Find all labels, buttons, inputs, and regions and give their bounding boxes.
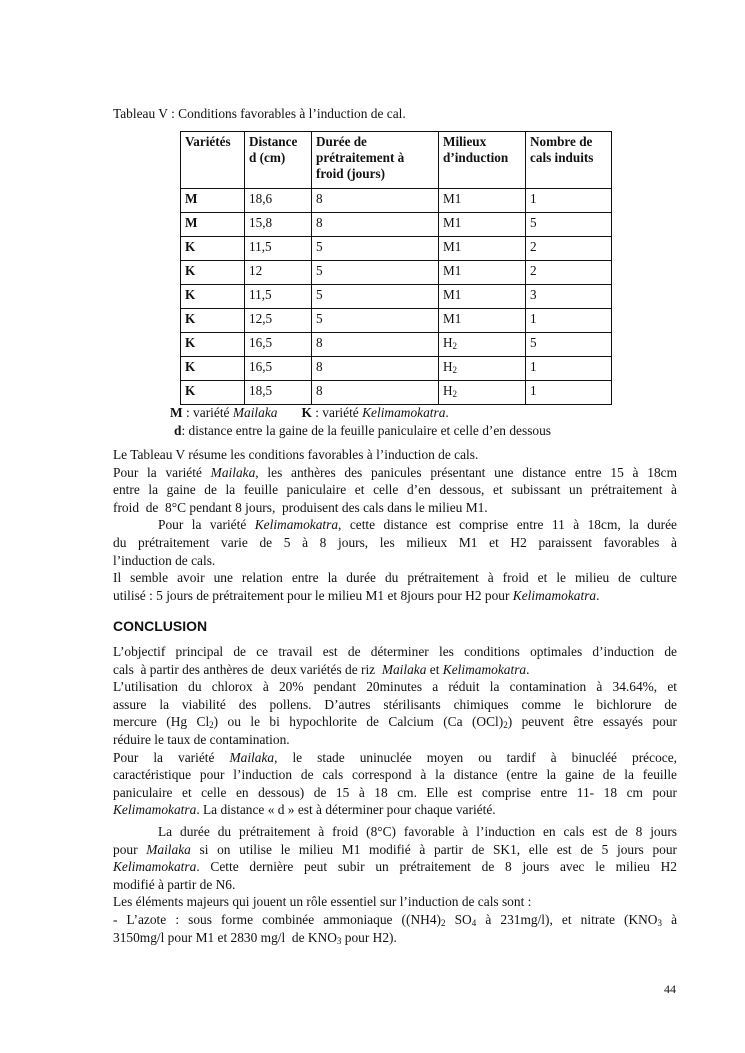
text-segment: , les anthères des panicules présentant une distance entre 15 à 18cm <box>255 464 677 480</box>
text-line <box>113 661 677 679</box>
text-line <box>113 587 677 605</box>
text-segment: . <box>526 661 530 677</box>
cell-distance: 18,5 <box>245 381 312 405</box>
header-distance: Distance d (cm) <box>245 132 312 189</box>
text-segment: Le Tableau V résume les conditions favorables à l’induction de cals. <box>113 447 479 462</box>
text-segment: , le stade uninuclée moyen ou tardif à binucléé précoce, <box>274 749 677 765</box>
italic-term: Mailaka <box>229 749 275 765</box>
table-row <box>181 333 612 357</box>
cell-milieu: $H_2$ <box>439 381 526 405</box>
cell-duree: 8 <box>312 189 439 213</box>
cell-nombre: 3 <box>526 285 612 309</box>
legend-k-name: Kelimamokatra <box>362 405 446 420</box>
cell-variete: K <box>181 381 245 405</box>
text-segment: caractéristique pour l’induction de cals correspond à la distance (entre la gaine de la feuille <box>113 767 677 783</box>
subscript: 3 <box>336 935 342 946</box>
cell-variete: K <box>181 333 245 357</box>
text-segment: Les éléments majeurs qui jouent un rôle essentiel sur l’induction de cals sont : <box>113 894 532 910</box>
header-duree: Durée de prétraitement à froid (jours) <box>312 132 439 189</box>
cell-variete: K <box>181 357 245 381</box>
text-segment: cals à partir des anthères de deux variétés de riz <box>113 661 382 677</box>
cell-milieu: M1 <box>439 285 526 309</box>
legend-k-abbr: K <box>301 405 312 420</box>
table-header-row <box>181 132 612 189</box>
cell-nombre: 5 <box>526 213 612 237</box>
legend-m-text: : variété <box>182 405 233 420</box>
cell-distance: 18,6 <box>245 189 312 213</box>
text-segment: à <box>661 911 678 927</box>
cell-distance: 11,5 <box>245 237 312 261</box>
table-row <box>181 285 612 309</box>
text-line <box>113 643 677 661</box>
italic-term: Kelimamokatra <box>512 587 597 603</box>
text-segment: . La distance « d » est à déterminer pour chaque variété. <box>196 802 496 818</box>
text-segment: froid de 8°C pendant 8 jours, produisent des cals dans le milieu M1. <box>113 499 488 515</box>
table-caption: Tableau V : Conditions favorables à l’induction de cal. <box>113 106 406 121</box>
text-segment: si on utilise le milieu M1 modifié à partir de SK1, elle est de 5 jours pour <box>190 841 677 857</box>
header-milieux: Milieux d’induction <box>439 132 526 189</box>
text-line <box>113 569 677 587</box>
cell-variete: M <box>181 189 245 213</box>
cell-distance: 16,5 <box>245 333 312 357</box>
italic-term: Mailaka <box>381 661 427 677</box>
cell-variete: K <box>181 309 245 333</box>
legend-line-varieties: M : variété Mailaka K : variété Kelimamokatra. <box>170 405 449 420</box>
cell-variete: K <box>181 285 245 309</box>
cell-distance: 12,5 <box>245 309 312 333</box>
text-segment: ) peuvent être essayés pour <box>507 714 677 730</box>
italic-term: Kelimamokatra <box>113 859 197 875</box>
cell-duree: 5 <box>312 261 439 285</box>
cell-duree: 8 <box>312 333 439 357</box>
subscript: 4 <box>471 917 477 928</box>
text-segment: réduire le taux de contamination. <box>113 731 290 747</box>
text-segment: du prétraitement varie de 5 à 8 jours, les milieux M1 et H2 paraissent favorables à <box>113 534 677 550</box>
cell-distance: 11,5 <box>245 285 312 309</box>
cell-nombre: 1 <box>526 189 612 213</box>
text-line <box>113 784 677 802</box>
cell-milieu: M1 <box>439 237 526 261</box>
text-segment: assure la viabilité des pollens. D’autres stérilisants chimiques comme le bichlorure de <box>113 696 677 712</box>
text-line <box>113 713 677 731</box>
text-line <box>113 749 677 767</box>
text-segment: pour H2). <box>341 929 397 945</box>
subscript: 2 <box>503 720 508 731</box>
cell-duree: 5 <box>312 285 439 309</box>
text-line <box>113 823 677 841</box>
page-number: 44 <box>664 982 676 996</box>
legend-m-abbr: M <box>170 405 183 420</box>
cell-nombre: 1 <box>526 381 612 405</box>
text-line <box>113 552 677 570</box>
table-row <box>181 309 612 333</box>
results-paragraphs <box>113 446 677 604</box>
table-legend <box>170 404 551 440</box>
text-line <box>113 801 677 819</box>
text-segment: L’objectif principal de ce travail est de déterminer les conditions optimales d’induction de <box>113 644 677 659</box>
cell-duree: 8 <box>312 381 439 405</box>
cell-distance: 12 <box>245 261 312 285</box>
text-segment: Il semble avoir une relation entre la durée du prétraitement à froid et le milieu de culture <box>113 570 677 586</box>
italic-term: Kelimamokatra <box>254 517 339 533</box>
text-line <box>113 499 677 517</box>
italic-term: Mailaka <box>146 841 191 857</box>
cell-duree: 5 <box>312 237 439 261</box>
table-row <box>181 261 612 285</box>
text-line <box>113 678 677 696</box>
cell-milieu: $H_2$ <box>439 357 526 381</box>
italic-term: Mailaka <box>210 464 256 480</box>
table-row <box>181 357 612 381</box>
text-segment: L’utilisation du chlorox à 20% pendant 20minutes a réduit la contamination à 34.64%, et <box>113 679 677 695</box>
text-segment: Pour la variété <box>113 749 230 765</box>
text-line <box>113 911 677 929</box>
cell-duree: 5 <box>312 309 439 333</box>
text-line <box>113 516 677 534</box>
text-segment: pour <box>113 841 147 857</box>
text-segment: Pour la variété <box>113 464 211 480</box>
cell-nombre: 1 <box>526 309 612 333</box>
text-segment: et <box>426 661 443 677</box>
cell-milieu: M1 <box>439 213 526 237</box>
conditions-table <box>180 131 612 405</box>
text-line <box>113 841 677 859</box>
subscript: 3 <box>657 917 662 928</box>
cell-variete: M <box>181 213 245 237</box>
cell-duree: 8 <box>312 213 439 237</box>
text-segment: SO <box>445 911 472 927</box>
text-segment: - L’azote : sous forme combinée ammoniaque ((NH4) <box>113 911 441 927</box>
text-segment: Pour la variété <box>158 517 255 533</box>
text-segment: modifié à partir de N6. <box>113 876 236 892</box>
table-row <box>181 381 612 405</box>
text-segment: paniculaire et celle en dessous) de 15 à 18 cm. Elle est comprise entre 11- 18 cm pour <box>113 784 677 800</box>
conclusion-heading: CONCLUSION <box>113 618 208 634</box>
text-segment: mercure (Hg Cl <box>113 714 210 730</box>
legend-line-distance <box>170 422 551 440</box>
text-line <box>113 696 677 714</box>
legend-m-name: Mailaka <box>232 405 278 420</box>
legend-d-text: : distance entre la gaine de la feuille paniculaire et celle d’en dessous <box>181 423 552 438</box>
cell-milieu: M1 <box>439 261 526 285</box>
text-segment: ) ou le bi hypochlorite de Calcium (Ca (OCl) <box>213 714 504 730</box>
subscript: 2 <box>440 917 446 928</box>
text-segment: . Cette dernière peut subir un prétraitement de 8 jours avec le milieu H2 <box>196 859 677 875</box>
cell-distance: 16,5 <box>245 357 312 381</box>
cell-nombre: 5 <box>526 333 612 357</box>
cell-nombre: 1 <box>526 357 612 381</box>
cell-nombre: 2 <box>526 261 612 285</box>
subscript: 2 <box>209 720 214 731</box>
text-segment: . <box>596 587 600 603</box>
text-segment: La durée du prétraitement à froid (8°C) favorable à l’induction en cals est de 8 jours <box>158 824 677 839</box>
conclusion-paragraphs <box>113 643 677 819</box>
cell-duree: 8 <box>312 357 439 381</box>
text-line <box>113 446 677 464</box>
table-row <box>181 237 612 261</box>
conclusion-paragraphs-2 <box>113 823 677 946</box>
text-line <box>113 464 677 482</box>
cell-variete: K <box>181 261 245 285</box>
text-line <box>113 731 677 749</box>
text-line <box>113 876 677 894</box>
header-nombre: Nombre de cals induits <box>526 132 612 189</box>
text-line <box>113 534 677 552</box>
cell-nombre: 2 <box>526 237 612 261</box>
text-segment: entre la gaine de la feuille paniculaire et celle d’en dessous, et subissant un prétraitement à <box>113 482 677 498</box>
italic-term: Kelimamokatra <box>442 661 527 677</box>
header-varietes: Variétés <box>181 132 245 189</box>
text-line <box>113 481 677 499</box>
legend-d-abbr: d <box>174 423 182 438</box>
text-segment: , cette distance est comprise entre 11 à 18cm, la durée <box>338 517 677 533</box>
text-segment: à 231mg/l), et nitrate (KNO <box>476 911 658 927</box>
text-segment: utilisé : 5 jours de prétraitement pour le milieu M1 et 8jours pour H2 pour <box>113 587 513 603</box>
cell-distance: 15,8 <box>245 213 312 237</box>
cell-variete: K <box>181 237 245 261</box>
table-row <box>181 213 612 237</box>
text-line <box>113 893 677 911</box>
text-segment: 3150mg/l pour M1 et 2830 mg/l de KNO <box>113 929 337 945</box>
italic-term: Kelimamokatra <box>113 802 197 818</box>
legend-k-text: : variété <box>311 405 363 420</box>
cell-milieu: $H_2$ <box>439 333 526 357</box>
table-row <box>181 189 612 213</box>
text-segment: l’induction de cals. <box>113 552 216 568</box>
cell-milieu: M1 <box>439 189 526 213</box>
text-line <box>113 766 677 784</box>
cell-milieu: M1 <box>439 309 526 333</box>
text-line <box>113 929 677 947</box>
text-line <box>113 858 677 876</box>
